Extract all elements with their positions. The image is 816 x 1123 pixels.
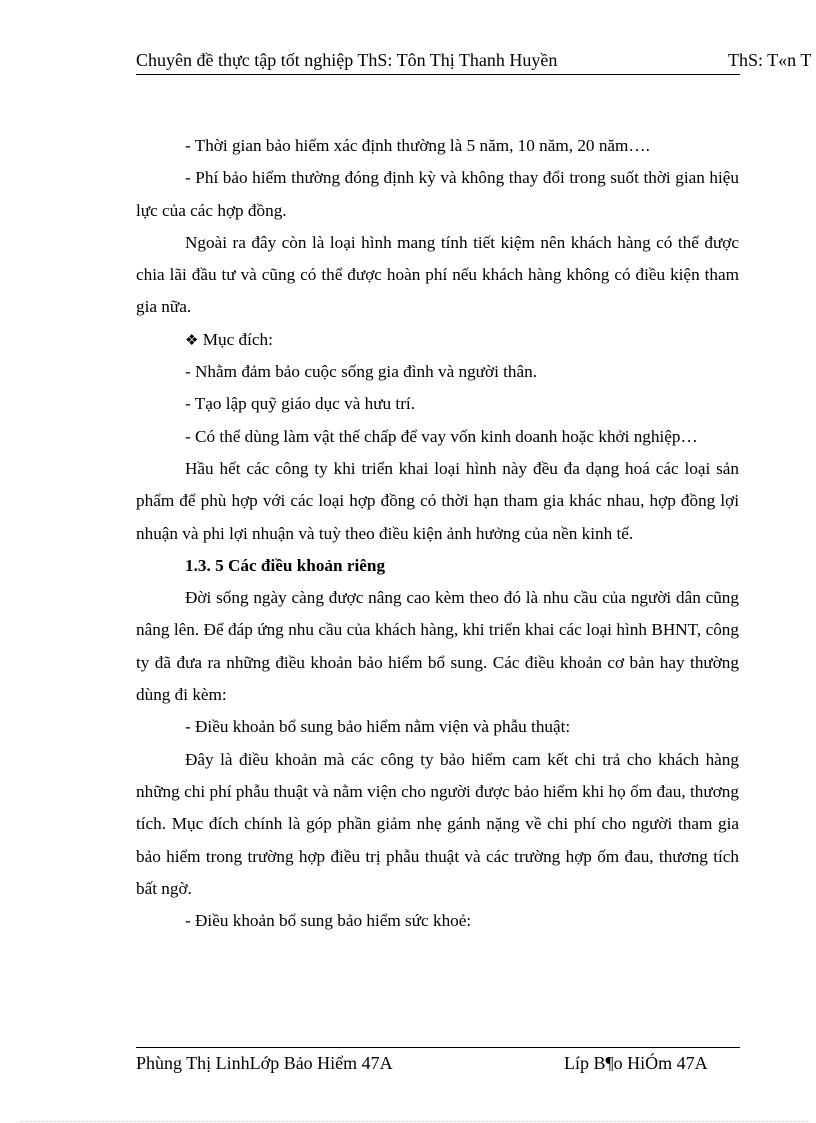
page-bottom-edge <box>20 1121 810 1122</box>
page-footer <box>136 1053 740 1079</box>
paragraph-collateral: - Có thể dùng làm vật thế chấp để vay vốn kinh doanh hoặc khởi nghiệp… <box>185 426 698 446</box>
paragraph-supplementary-terms: Đời sống ngày càng được nâng cao kèm theo đó là nhu cầu của người dân cũng nâng lên. Để đáp ứng nhu cầu của khách hàng, khi triển khai các loại hình BHNT, công ty đã đưa ra những điều khoản bảo hiểm bổ sung. Các điều khoản cơ bản hay thường dùng đi kèm: <box>136 588 739 705</box>
paragraph-insurance-term: - Thời gian bảo hiểm xác định thường là 5 năm, 10 năm, 20 năm…. <box>185 136 650 155</box>
paragraph-product-diversification: Hầu hết các công ty khi triển khai loại hình này đều đa dạng hoá các loại sản phẩm để phù hợp với các loại hợp đồng có thời hạn tham gia khác nhau, hợp đồng lợi nhuận và phi lợi nhuận và tuỳ theo điều kiện ảnh hưởng của nền kinh tế. <box>136 458 739 543</box>
header-rule <box>136 74 740 75</box>
paragraph-premium: - Phí bảo hiểm thường đóng định kỳ và không thay đổi trong suốt thời gian hiệu lực của các hợp đồng. <box>136 168 739 220</box>
paragraph-health-rider: - Điều khoản bổ sung bảo hiểm sức khoẻ: <box>185 911 472 931</box>
header-title: Chuyên đề thực tập tốt nghiệp ThS: Tôn Thị Thanh Huyền <box>136 50 558 70</box>
paragraph-hospital-rider: - Điều khoản bổ sung bảo hiểm nằm viện và phẫu thuật: <box>185 717 571 737</box>
paragraph-family-security: - Nhằm đảm bảo cuộc sống gia đình và người thân. <box>185 362 538 382</box>
purpose-bullet-line <box>136 324 739 356</box>
paragraph-hospital-rider-detail: Đây là điều khoản mà các công ty bảo hiểm cam kết chi trả cho khách hàng những chi phí phẫu thuật và nằm viện cho người được bảo hiểm khi họ ốm đau, thương tích. Mục đích chính là góp phần giảm nhẹ gánh nặng về chi phí cho người tham gia bảo hiểm trong trường hợp điều trị phẫu thuật và các trường hợp ốm đau, thương tích bất ngờ. <box>136 749 739 898</box>
page-header <box>136 48 816 74</box>
paragraph-savings: Ngoài ra đây còn là loại hình mang tính tiết kiệm nên khách hàng có thể được chia lãi đầu tư và cũng có thể được hoàn phí nếu khách hàng không có điều kiện tham gia nữa. <box>136 232 739 317</box>
paragraph-education-fund: - Tạo lập quỹ giáo dục và hưu trí. <box>185 394 415 414</box>
purpose-label: Mục đích: <box>202 329 273 349</box>
footer-class: Líp B¶o HiÓm 47A <box>564 1053 708 1073</box>
footer-author: Phùng Thị LinhLớp Bảo Hiểm 47A <box>136 1053 393 1073</box>
header-right-text: ThS: T«n T <box>728 50 812 70</box>
document-body <box>136 130 739 937</box>
diamond-bullet-icon: ❖ <box>185 330 199 349</box>
footer-rule <box>136 1047 740 1048</box>
section-heading: 1.3. 5 Các điều khoản riêng <box>185 555 386 575</box>
